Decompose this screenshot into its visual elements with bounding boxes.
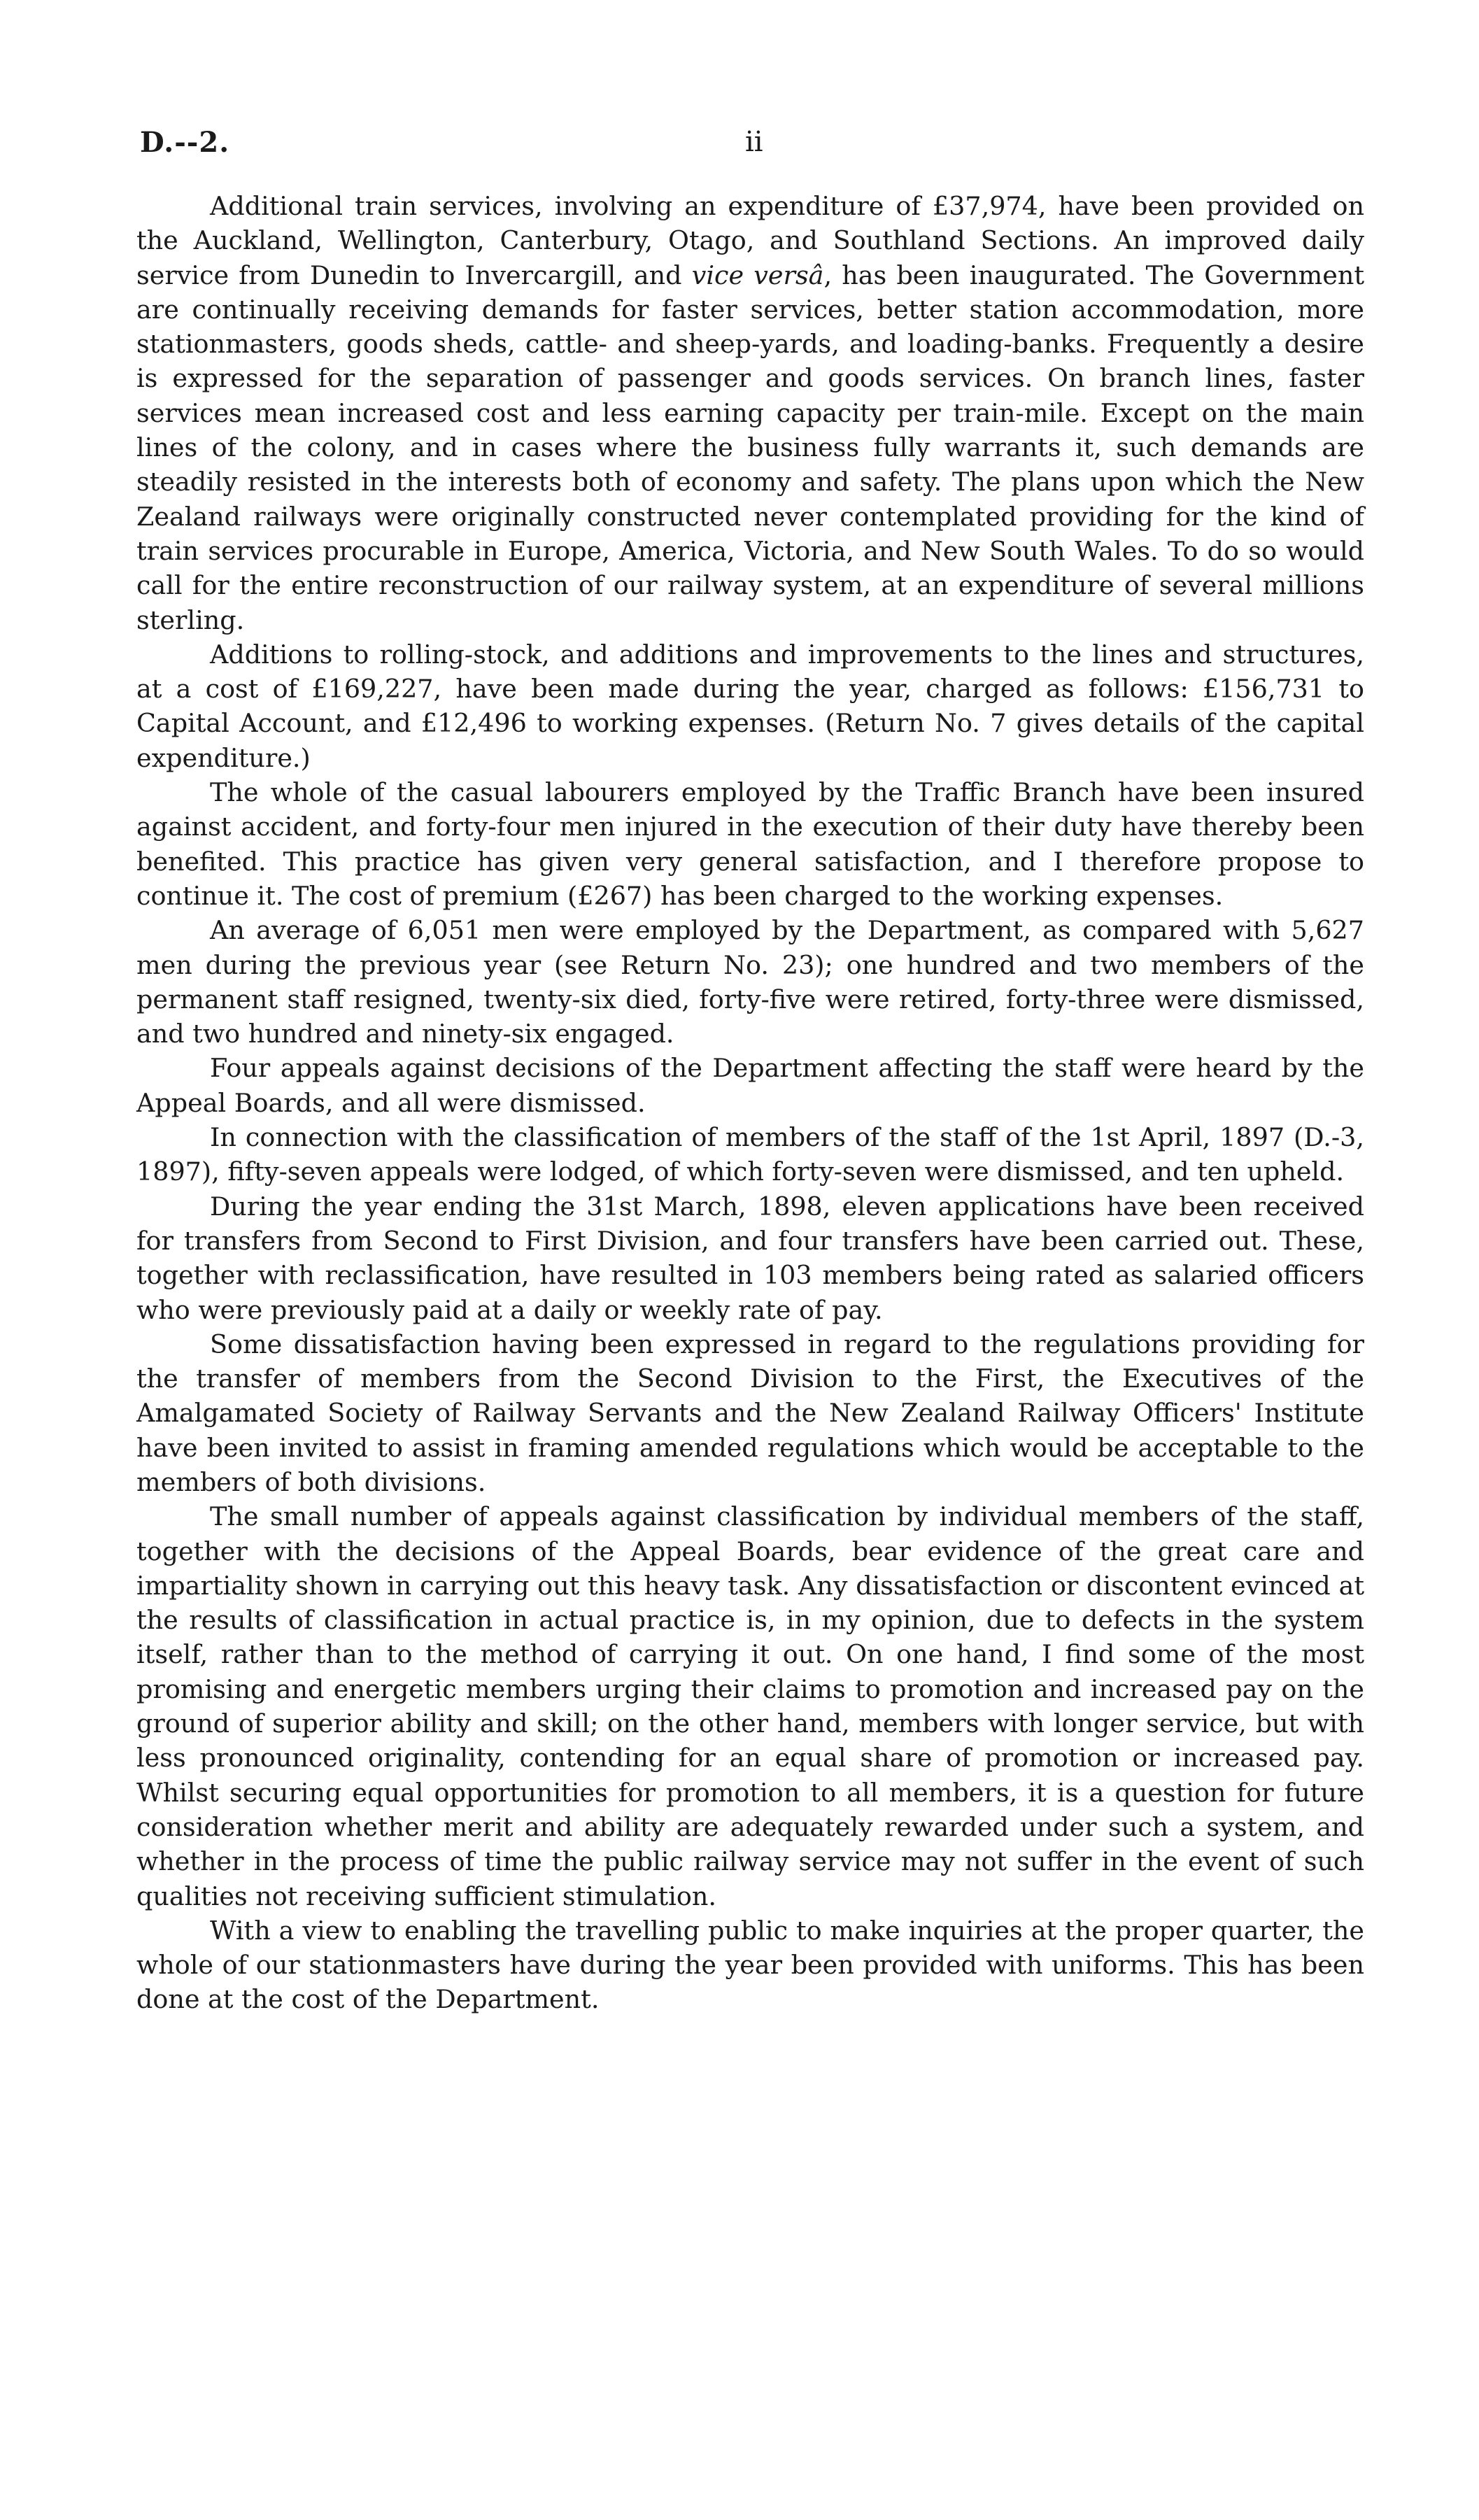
paragraph-rolling-stock: Additions to rolling-stock, and additions and improvements to the lines and structures, at a cost of £169,227, have been made during the year, charged as follows: £156,731 to Capital Account, and £12,496 to working expenses. (Return No. 7 gives details of the capital expenditure.)	[136, 639, 1364, 773]
paragraph-appeals: Four appeals against decisions of the Department affecting the staff were heard by the Appeal Boards, and all were dismissed.	[136, 1053, 1364, 1118]
paragraph-staff-numbers: An average of 6,051 men were employed by the Department, as compared with 5,627 men during the previous year (see Return No. 23); one hundred and two members of the permanent staff resigned, twenty-six died, forty-five were retired, forty-three were dismissed, and two hundred and ninety-six engaged.	[136, 915, 1364, 1049]
paragraph-casual-labourers: The whole of the casual labourers employed by the Traffic Branch have been insured against accident, and forty-four men injured in the execution of their duty have thereby been benefited. This practice has given very general satisfaction, and I therefore propose to continue it. The cost of premium (£267) has been charged to the working expenses.	[136, 777, 1364, 911]
paragraph-classification-appeals: In connection with the classification of members of the staff of the 1st April, 1897 (D.-3, 1897), fifty-seven appeals were lodged, of which forty-seven were dismissed, and ten upheld.	[136, 1122, 1364, 1187]
paragraph-text: Additional train services, involving an expenditure of £37,974, have been provided on the Auckland, Wellington, Canterbury, Otago, and Southland Sections. An improved daily service from Dunedin to Invercargill, and	[136, 191, 1364, 290]
paragraph-classification-system: The small number of appeals against classification by individual members of the staff, together with the decisions of the Appeal Boards, bear evidence of the great care and impartiality shown in carrying out this heavy task. Any dissatisfaction or discontent evinced at the results of classification in actual practice is, in my opinion, due to defects in the system itself, rather than to the method of carrying it out. On one hand, I find some of the most promising and energetic members urging their claims to promotion and increased pay on the ground of superior ability and skill; on the other hand, members with longer service, but with less pronounced originality, contending for an equal share of promotion or increased pay. Whilst securing equal opportunities for promotion to all members, it is a question for future consideration whether merit and ability are adequately rewarded under such a system, and whether in the process of time the public railway service may not suffer in the event of such qualities not receiving sufficient stimulation.	[136, 1501, 1364, 1911]
paragraph-uniforms: With a view to enabling the travelling public to make inquiries at the proper quarter, the whole of our stationmasters have during the year been provided with uniforms. This has been done at the cost of the Department.	[136, 1915, 1364, 2015]
paragraph-emphasis: vice versâ	[691, 260, 824, 290]
page-number: ii	[745, 126, 763, 158]
body-text	[136, 189, 1364, 2017]
paragraph-train-services	[136, 189, 1364, 637]
page-header	[133, 126, 1371, 168]
paragraph-text: , has been inaugurated. The Government are continually receiving demands for faster services, better station accommodation, more stationmasters, goods sheds, cattle- and sheep-yards, and loading-banks. Frequently a desire is expressed for the separation of passenger and goods services. On branch lines, faster services mean increased cost and less earning capacity per train-mile. Except on the main lines of the colony, and in cases where the business fully warrants it, such demands are steadily resisted in the interests both of economy and safety. The plans upon which the New Zealand railways were originally constructed never contemplated providing for the kind of train services procurable in Europe, America, Victoria, and New South Wales. To do so would call for the entire reconstruction of our railway system, at an expenditure of several millions sterling.	[136, 260, 1364, 635]
paragraph-division-transfers: During the year ending the 31st March, 1898, eleven applications have been received for transfers from Second to First Division, and four transfers have been carried out. These, together with reclassification, have resulted in 103 members being rated as salaried officers who were previously paid at a daily or weekly rate of pay.	[136, 1191, 1364, 1325]
paragraph-transfer-regulations: Some dissatisfaction having been expressed in regard to the regulations providing for the transfer of members from the Second Division to the First, the Executives of the Amalgamated Society of Railway Servants and the New Zealand Railway Officers' Institute have been invited to assist in framing amended regulations which would be acceptable to the members of both divisions.	[136, 1329, 1364, 1497]
document-reference: D.--2.	[140, 126, 230, 159]
